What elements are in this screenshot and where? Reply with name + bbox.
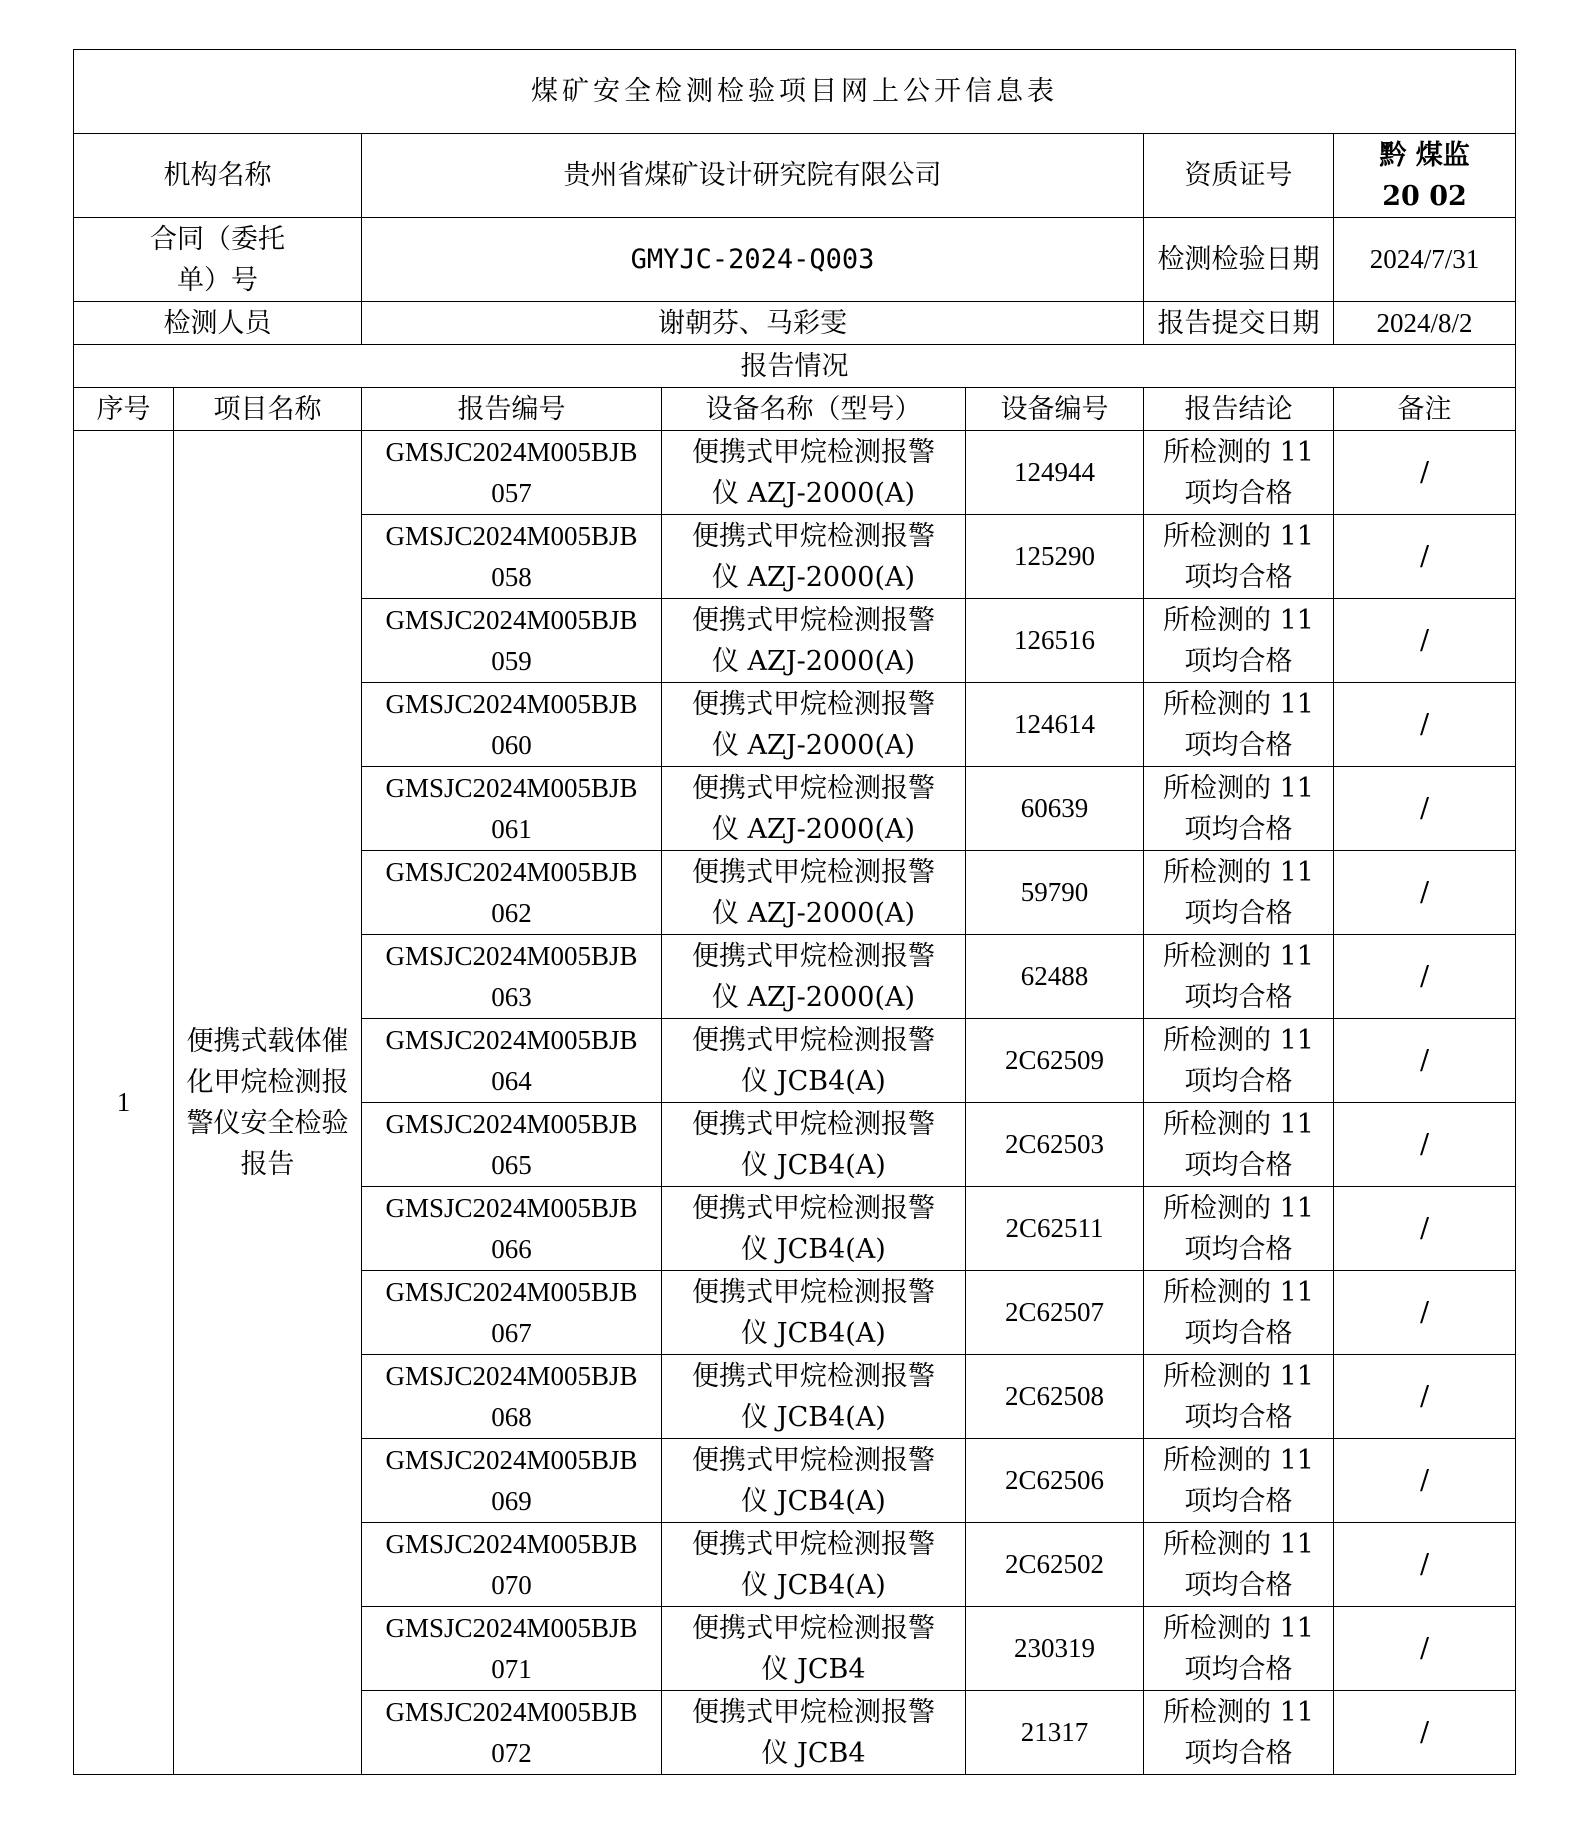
device-name-cell (662, 1019, 966, 1103)
note-cell: / (1334, 1187, 1516, 1271)
conclusion-line2: 项均合格 (1184, 1737, 1293, 1769)
report-no-line1: GMSJC2024M005BJB (385, 772, 638, 803)
report-no-line1: GMSJC2024M005BJB (385, 1360, 638, 1391)
report-no-cell (362, 1103, 662, 1187)
conclusion-line2: 项均合格 (1184, 561, 1293, 593)
contract-label-line1: 合同（委托 (150, 223, 285, 255)
note-cell: / (1334, 1271, 1516, 1355)
device-name-line1: 便携式甲烷检测报警 (692, 1444, 935, 1476)
device-model-line2: 仪 JCB4(A) (741, 1401, 886, 1433)
device-name-cell (662, 1607, 966, 1691)
note-cell: / (1334, 767, 1516, 851)
report-no-line1: GMSJC2024M005BJB (385, 1192, 638, 1223)
report-no-line1: GMSJC2024M005BJB (385, 1024, 638, 1055)
test-date-value: 2024/7/31 (1334, 218, 1516, 302)
device-name-line1: 便携式甲烷检测报警 (692, 1276, 935, 1308)
conclusion-cell (1144, 1355, 1334, 1439)
conclusion-line2: 项均合格 (1184, 1233, 1293, 1265)
device-model-line2: 仪 AZJ-2000(A) (711, 813, 916, 845)
conclusion-cell (1144, 1019, 1334, 1103)
conclusion-line1: 所检测的 11 (1163, 520, 1314, 552)
conclusion-cell (1144, 1523, 1334, 1607)
report-no-line1: GMSJC2024M005BJB (385, 1696, 638, 1727)
conclusion-line1: 所检测的 11 (1163, 604, 1314, 636)
device-name-cell (662, 1187, 966, 1271)
conclusion-cell (1144, 515, 1334, 599)
report-no-cell (362, 1355, 662, 1439)
report-no-cell (362, 767, 662, 851)
info-table (73, 49, 1516, 1775)
report-no-cell (362, 851, 662, 935)
conclusion-line1: 所检测的 11 (1163, 1192, 1314, 1224)
report-no-line1: GMSJC2024M005BJB (385, 1108, 638, 1139)
device-name-line1: 便携式甲烷检测报警 (692, 688, 935, 720)
conclusion-line2: 项均合格 (1184, 897, 1293, 929)
device-no-cell: 230319 (966, 1607, 1144, 1691)
report-no-line2: 063 (491, 981, 532, 1012)
device-model-line2: 仪 AZJ-2000(A) (711, 729, 916, 761)
conclusion-line1: 所检测的 11 (1163, 856, 1314, 888)
device-no-cell: 2C62503 (966, 1103, 1144, 1187)
contract-label (74, 218, 362, 302)
note-cell: / (1334, 599, 1516, 683)
col-header-seq: 序号 (74, 388, 174, 431)
conclusion-cell (1144, 1271, 1334, 1355)
test-date-label: 检测检验日期 (1144, 218, 1334, 302)
device-model-line2: 仪 JCB4 (761, 1737, 866, 1769)
report-no-line2: 064 (491, 1065, 532, 1096)
device-name-line1: 便携式甲烷检测报警 (692, 1360, 935, 1392)
note-cell: / (1334, 935, 1516, 1019)
device-model-line2: 仪 AZJ-2000(A) (711, 897, 916, 929)
report-no-cell (362, 1187, 662, 1271)
report-no-line2: 066 (491, 1233, 532, 1264)
report-no-cell (362, 935, 662, 1019)
device-name-line1: 便携式甲烷检测报警 (692, 1696, 935, 1728)
device-no-cell: 126516 (966, 599, 1144, 683)
device-model-line2: 仪 JCB4(A) (741, 1317, 886, 1349)
conclusion-cell (1144, 1607, 1334, 1691)
report-no-line2: 070 (491, 1569, 532, 1600)
report-no-line1: GMSJC2024M005BJB (385, 520, 638, 551)
device-no-cell: 2C62506 (966, 1439, 1144, 1523)
device-model-line2: 仪 JCB4(A) (741, 1233, 886, 1265)
conclusion-cell (1144, 1103, 1334, 1187)
col-header-device-no: 设备编号 (966, 388, 1144, 431)
report-no-line1: GMSJC2024M005BJB (385, 604, 638, 635)
report-no-line1: GMSJC2024M005BJB (385, 1612, 638, 1643)
note-cell: / (1334, 683, 1516, 767)
report-no-line1: GMSJC2024M005BJB (385, 436, 638, 467)
device-name-cell (662, 683, 966, 767)
staff-value: 谢朝芬、马彩雯 (362, 302, 1144, 345)
device-name-cell (662, 1439, 966, 1523)
col-header-conclusion: 报告结论 (1144, 388, 1334, 431)
col-header-note: 备注 (1334, 388, 1516, 431)
report-no-line2: 059 (491, 645, 532, 676)
conclusion-line2: 项均合格 (1184, 477, 1293, 509)
device-model-line2: 仪 AZJ-2000(A) (711, 981, 916, 1013)
conclusion-line1: 所检测的 11 (1163, 1696, 1314, 1728)
conclusion-cell (1144, 1439, 1334, 1523)
conclusion-cell (1144, 767, 1334, 851)
note-cell: / (1334, 1355, 1516, 1439)
note-cell: / (1334, 1019, 1516, 1103)
col-header-report-no: 报告编号 (362, 388, 662, 431)
report-no-cell (362, 1019, 662, 1103)
conclusion-line2: 项均合格 (1184, 1401, 1293, 1433)
report-no-cell (362, 1523, 662, 1607)
note-cell: / (1334, 1691, 1516, 1775)
contract-label-line2: 单）号 (177, 264, 258, 296)
conclusion-line2: 项均合格 (1184, 981, 1293, 1013)
column-header-row (74, 388, 1516, 431)
cert-value-line2: 20 02 (1382, 180, 1467, 212)
submit-date-label: 报告提交日期 (1144, 302, 1334, 345)
device-model-line2: 仪 AZJ-2000(A) (711, 477, 916, 509)
conclusion-line1: 所检测的 11 (1163, 1024, 1314, 1056)
device-name-line1: 便携式甲烷检测报警 (692, 772, 935, 804)
note-cell: / (1334, 1523, 1516, 1607)
report-section-label: 报告情况 (74, 345, 1516, 388)
device-no-cell: 60639 (966, 767, 1144, 851)
device-name-line1: 便携式甲烷检测报警 (692, 856, 935, 888)
device-name-line1: 便携式甲烷检测报警 (692, 940, 935, 972)
conclusion-line1: 所检测的 11 (1163, 1528, 1314, 1560)
conclusion-cell (1144, 683, 1334, 767)
conclusion-line1: 所检测的 11 (1163, 1612, 1314, 1644)
report-no-cell (362, 515, 662, 599)
report-no-line2: 065 (491, 1149, 532, 1180)
device-model-line2: 仪 AZJ-2000(A) (711, 645, 916, 677)
note-cell: / (1334, 515, 1516, 599)
report-no-line1: GMSJC2024M005BJB (385, 856, 638, 887)
device-name-cell (662, 515, 966, 599)
conclusion-line1: 所检测的 11 (1163, 1360, 1314, 1392)
conclusion-line1: 所检测的 11 (1163, 772, 1314, 804)
device-no-cell: 62488 (966, 935, 1144, 1019)
report-no-line1: GMSJC2024M005BJB (385, 1276, 638, 1307)
note-cell: / (1334, 1607, 1516, 1691)
conclusion-cell (1144, 431, 1334, 515)
device-name-cell (662, 1271, 966, 1355)
report-no-line2: 072 (491, 1737, 532, 1768)
col-header-device: 设备名称（型号） (662, 388, 966, 431)
note-cell: / (1334, 1103, 1516, 1187)
device-no-cell: 59790 (966, 851, 1144, 935)
device-name-cell (662, 599, 966, 683)
report-no-line1: GMSJC2024M005BJB (385, 940, 638, 971)
conclusion-line1: 所检测的 11 (1163, 1276, 1314, 1308)
org-label: 机构名称 (74, 134, 362, 218)
report-no-line2: 069 (491, 1485, 532, 1516)
device-name-cell (662, 1691, 966, 1775)
device-name-cell (662, 431, 966, 515)
conclusion-line2: 项均合格 (1184, 1317, 1293, 1349)
note-cell: / (1334, 431, 1516, 515)
device-name-cell (662, 1523, 966, 1607)
device-name-line1: 便携式甲烷检测报警 (692, 1612, 935, 1644)
conclusion-cell (1144, 851, 1334, 935)
device-name-line1: 便携式甲烷检测报警 (692, 436, 935, 468)
device-name-cell (662, 767, 966, 851)
device-no-cell: 124944 (966, 431, 1144, 515)
device-model-line2: 仪 JCB4 (761, 1653, 866, 1685)
cert-label: 资质证号 (1144, 134, 1334, 218)
conclusion-line2: 项均合格 (1184, 813, 1293, 845)
report-no-line2: 071 (491, 1653, 532, 1684)
device-model-line2: 仪 JCB4(A) (741, 1065, 886, 1097)
report-no-cell (362, 1607, 662, 1691)
staff-label: 检测人员 (74, 302, 362, 345)
device-no-cell: 2C62509 (966, 1019, 1144, 1103)
device-model-line2: 仪 JCB4(A) (741, 1149, 886, 1181)
conclusion-cell (1144, 1187, 1334, 1271)
device-no-cell: 21317 (966, 1691, 1144, 1775)
device-no-cell: 2C62508 (966, 1355, 1144, 1439)
report-no-cell (362, 599, 662, 683)
device-model-line2: 仪 JCB4(A) (741, 1485, 886, 1517)
device-name-cell (662, 1103, 966, 1187)
col-header-project: 项目名称 (174, 388, 362, 431)
device-model-line2: 仪 JCB4(A) (741, 1569, 886, 1601)
conclusion-cell (1144, 935, 1334, 1019)
device-name-cell (662, 935, 966, 1019)
conclusion-line2: 项均合格 (1184, 1653, 1293, 1685)
report-no-cell (362, 1691, 662, 1775)
page-title: 煤矿安全检测检验项目网上公开信息表 (74, 50, 1516, 134)
device-name-line1: 便携式甲烷检测报警 (692, 1528, 935, 1560)
device-name-line1: 便携式甲烷检测报警 (692, 1108, 935, 1140)
conclusion-line1: 所检测的 11 (1163, 940, 1314, 972)
device-no-cell: 125290 (966, 515, 1144, 599)
report-no-line1: GMSJC2024M005BJB (385, 688, 638, 719)
conclusion-line2: 项均合格 (1184, 1149, 1293, 1181)
device-model-line2: 仪 AZJ-2000(A) (711, 561, 916, 593)
conclusion-line2: 项均合格 (1184, 729, 1293, 761)
contract-value: GMYJC-2024-Q003 (362, 218, 1144, 302)
conclusion-line1: 所检测的 11 (1163, 1108, 1314, 1140)
conclusion-line1: 所检测的 11 (1163, 1444, 1314, 1476)
conclusion-line2: 项均合格 (1184, 1065, 1293, 1097)
conclusion-cell (1144, 599, 1334, 683)
conclusion-line1: 所检测的 11 (1163, 688, 1314, 720)
cert-value (1334, 134, 1516, 218)
conclusion-line2: 项均合格 (1184, 1569, 1293, 1601)
device-no-cell: 2C62511 (966, 1187, 1144, 1271)
report-no-line1: GMSJC2024M005BJB (385, 1444, 638, 1475)
report-no-line2: 067 (491, 1317, 532, 1348)
report-no-line2: 060 (491, 729, 532, 760)
report-no-cell (362, 1439, 662, 1523)
report-no-cell (362, 1271, 662, 1355)
device-name-cell (662, 851, 966, 935)
report-no-cell (362, 431, 662, 515)
submit-date-value: 2024/8/2 (1334, 302, 1516, 345)
device-name-line1: 便携式甲烷检测报警 (692, 1024, 935, 1056)
device-name-line1: 便携式甲烷检测报警 (692, 1192, 935, 1224)
device-no-cell: 124614 (966, 683, 1144, 767)
conclusion-cell (1144, 1691, 1334, 1775)
report-no-line2: 068 (491, 1401, 532, 1432)
conclusion-line2: 项均合格 (1184, 645, 1293, 677)
conclusion-line2: 项均合格 (1184, 1485, 1293, 1517)
report-no-line2: 062 (491, 897, 532, 928)
device-name-line1: 便携式甲烷检测报警 (692, 520, 935, 552)
device-no-cell: 2C62502 (966, 1523, 1144, 1607)
report-no-line2: 057 (491, 477, 532, 508)
note-cell: / (1334, 851, 1516, 935)
report-no-line2: 058 (491, 561, 532, 592)
conclusion-line1: 所检测的 11 (1163, 436, 1314, 468)
device-no-cell: 2C62507 (966, 1271, 1144, 1355)
cert-value-line1: 黔 煤监 (1379, 139, 1470, 171)
note-cell: / (1334, 1439, 1516, 1523)
report-no-line2: 061 (491, 813, 532, 844)
project-seq: 1 (74, 431, 174, 1775)
table-row (74, 431, 1516, 515)
org-value: 贵州省煤矿设计研究院有限公司 (362, 134, 1144, 218)
report-no-cell (362, 683, 662, 767)
report-no-line1: GMSJC2024M005BJB (385, 1528, 638, 1559)
device-name-line1: 便携式甲烷检测报警 (692, 604, 935, 636)
project-name: 便携式载体催化甲烷检测报警仪安全检验报告 (174, 431, 362, 1775)
device-name-cell (662, 1355, 966, 1439)
